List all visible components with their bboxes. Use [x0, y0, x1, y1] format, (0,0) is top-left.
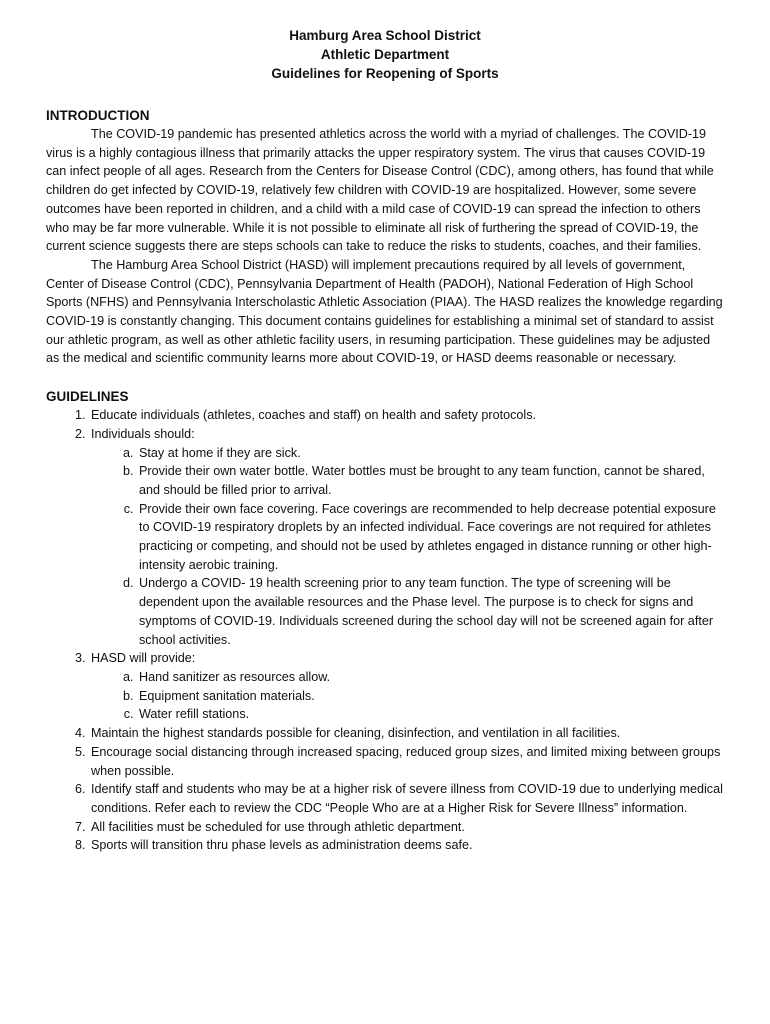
introduction-heading: INTRODUCTION	[46, 108, 150, 123]
guideline-subitem: b. Equipment sanitation materials.	[137, 687, 724, 706]
guideline-item: 1. Educate individuals (athletes, coaches and staff) on health and safety protocols.	[89, 406, 724, 425]
guidelines-heading: GUIDELINES	[46, 389, 129, 405]
document-header	[46, 26, 724, 83]
guideline-subitem: a. Stay at home if they are sick.	[137, 444, 724, 463]
guideline-item: 8. Sports will transition thru phase levels as administration deems safe.	[89, 836, 724, 855]
guideline-sublist	[91, 668, 724, 724]
guideline-subitem: d. Undergo a COVID- 19 health screening prior to any team function. The type of screening will be dependent upon the available resources and the Phase level. The purpose is to check for signs and symptoms of COVID-19. Individuals screened during the school day will not be screened again for after school activities.	[137, 574, 724, 649]
guideline-item: 4. Maintain the highest standards possible for cleaning, disinfection, and ventilation in all facilities.	[89, 724, 724, 743]
guideline-item: 5. Encourage social distancing through increased spacing, reduced group sizes, and limited mixing between groups when possible.	[89, 743, 724, 780]
document-title: Guidelines for Reopening of Sports	[271, 66, 499, 81]
guideline-subitem: b. Provide their own water bottle. Water bottles must be brought to any team function, cannot be shared, and should be filled prior to arrival.	[137, 462, 724, 499]
guideline-subitem: a. Hand sanitizer as resources allow.	[137, 668, 724, 687]
district-name: Hamburg Area School District	[289, 28, 481, 43]
guideline-item: 2. Individuals should: a. Stay at home if they are sick. b. Provide their own water bottle. Water bottles must be brought to any team function, cannot be shared, and should be filled prior to arrival. c. Provide their own face covering. Face coverings are recommended to help decrease potential exposure to COVID-19 respiratory droplets by an infected individual. Face coverings are not required for athletes practicing or competing, and should not be used by athletes engaged in distance running or other high-intensity aerobic training. d. Undergo a COVID- 19 health screening prior to any team function. The type of screening will be dependent upon the available resources and the Phase level. The purpose is to check for signs and symptoms of COVID-19. Individuals screened during the school day will not be screened again for after school activities.	[89, 425, 724, 649]
introduction-paragraph-2: The Hamburg Area School District (HASD) will implement precautions required by all levels of government, Center of Disease Control (CDC), Pennsylvania Department of Health (PADOH), National Federation of High School Sports (NFHS) and Pennsylvania Interscholastic Athletic Association (PIAA). The HASD realizes the knowledge regarding COVID-19 is constantly changing. This document contains guidelines for establishing a minimal set of standard to assist our athletic program, as well as other athletic facility users, in resuming participation. These guidelines may be adjusted as the medical and scientific community learns more about COVID-19, or HASD deems reasonable or necessary.	[46, 257, 723, 366]
guideline-sublist	[91, 444, 724, 650]
guideline-subitem: c. Water refill stations.	[137, 705, 724, 724]
department-name: Athletic Department	[320, 47, 450, 62]
introduction-paragraph-1: The COVID-19 pandemic has presented athletics across the world with a myriad of challenges. The COVID-19 virus is a highly contagious illness that primarily attacks the upper respiratory system. The virus that causes COVID-19 can infect people of all ages. Research from the Centers for Disease Control (CDC), among others, has found that while children do get infected by COVID-19, relatively few children with COVID-19 are hospitalized. However, some severe outcomes have been reported in children, and a child with a mild case of COVID-19 can spread the infection to others who may be far more vulnerable. While it is not possible to eliminate all risk of furthering the spread of COVID-19, the current science suggests there are steps schools can take to reduce the risks to students, coaches, and their families.	[46, 127, 714, 254]
guideline-item: 7. All facilities must be scheduled for use through athletic department.	[89, 818, 724, 837]
introduction-section	[46, 106, 724, 368]
guideline-subitem: c. Provide their own face covering. Face coverings are recommended to help decrease potential exposure to COVID-19 respiratory droplets by an infected individual. Face coverings are not required for athletes practicing or competing, and should not be used by athletes engaged in distance running or other high-intensity aerobic training.	[137, 500, 724, 575]
guidelines-list	[46, 406, 724, 855]
guideline-item: 3. HASD will provide: a. Hand sanitizer as resources allow. b. Equipment sanitation materials. c. Water refill stations.	[89, 649, 724, 724]
guidelines-section	[46, 387, 724, 855]
guideline-item: 6. Identify staff and students who may be at a higher risk of severe illness from COVID-19 due to underlying medical conditions. Refer each to review the CDC “People Who are at a Higher Risk for Severe Illness” information.	[89, 780, 724, 817]
